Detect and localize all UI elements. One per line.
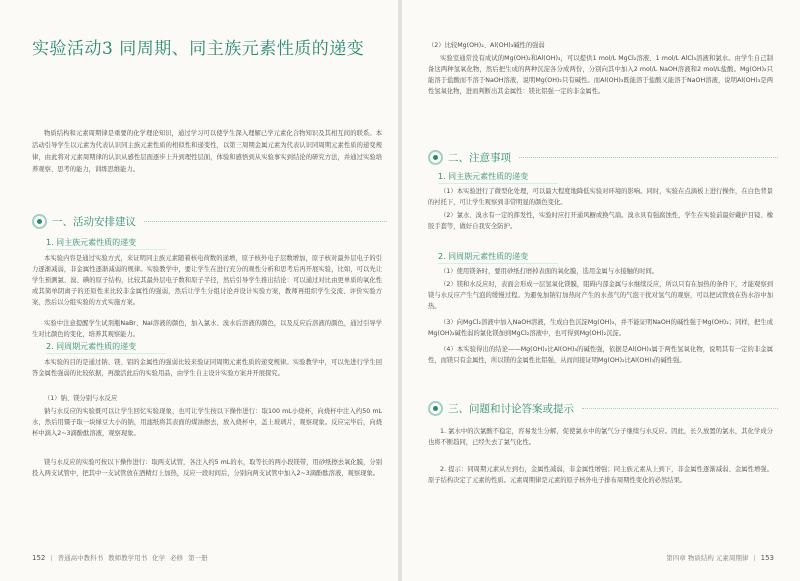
section-divider [519, 157, 778, 158]
section-heading-3-text: 三、问题和讨论答案或提示 [448, 402, 574, 415]
paragraph: （1）钠、镁分别与水反应 [44, 395, 118, 402]
subsection-heading-2: 2. 同周期元素性质的递变 [46, 342, 137, 351]
subsection-item: （2）比较Mg(OH)₂、Al(OH)₃碱性的强弱 [428, 42, 545, 49]
footer-chapter: 第四章 物质结构 元素周期律 [666, 554, 749, 562]
paragraph: 镁与水反应的实验可按以下操作进行：取两支试管，各注入约5 mL的水，取等长的两小段镁带，用砂纸擦去氧化膜，分别投入两支试管中，把其中一支试管放在酒精灯上加热，反应一段时间后，分别向两支试管中加入2~3滴酚酞溶液，观察现象。 [32, 459, 382, 477]
section-bullet-icon [428, 150, 443, 165]
paragraph: 实验中注意提醒学生试剂瓶NaBr、NaI溶液的颜色，加入氯水、溴水后溶液的颜色，以及反应后溶液的颜色，通过引导学生对比颜色的变化，培养其观察能力。 [32, 320, 382, 338]
subsection-heading-1: 1. 同主族元素性质的递变 [46, 238, 137, 247]
section-heading-1 [32, 212, 387, 230]
section-bullet-icon [428, 401, 443, 416]
paragraph: （1）使用镁条时，要用砂纸打磨掉表面的氧化膜，选用金属与水接触的时间。 [440, 268, 659, 275]
paragraph: （4）本实验得出的结论——Mg(OH)₂比Al(OH)₃的碱性强，依据是Al(OH)₃属于两性氢氧化物，说明其有一定的非金属性，而镁只有金属性，所以镁的金属性比铝强，从而间接证明Mg(OH)₂比Al(OH)₃的碱性强。 [428, 346, 773, 364]
subsection-underline [438, 263, 558, 264]
page-footer: 152 | 普通高中教科书 教师教学用书 化学 必修 第一册 [32, 553, 208, 562]
paragraph: （2）氯水、溴水有一定的挥发性，实验时应打开通风橱或换气扇。溴水具有强腐蚀性，学生在实验前最好戴护目镜、橡胶手套等，做好自我安全防护。 [428, 212, 773, 230]
section-bullet-icon [32, 214, 47, 229]
section-divider [582, 408, 778, 409]
subsection-underline [46, 249, 166, 250]
paragraph: （3）向MgCl₂溶液中加入NaOH溶液，生成白色沉淀Mg(OH)₂，并不能证明NaOH的碱性强于Mg(OH)₂；同样，把生成Mg(OH)₂碱性弱的氯化镁加到MgCl₂溶液中，也可得到Mg(OH)₂沉淀。 [428, 319, 773, 337]
paragraph: 本实验的目的是通过钠、镁、铝的金属性的强弱比较来验证同周期元素性质的递变规律。实验教学中，可以先进行学生回答金属性强弱的比较依据，再激活此后的实验用品，由学生自主设计实验方案并开展探究。 [32, 359, 382, 377]
paragraph: 本实验内容是通过实验方式，来证明同主族元素随着核电荷数的递增，原子核外电子层数增加，原子核对最外层电子的引力逐渐减弱，非金属性逐渐减弱的规律。实验教学中，要让学生在进行充分的观性分析和思考后再开展实验，比如，可以先让学生预测氯、溴、碘的原子结构，比较其最外层电子数和原子半径，然后引导学生推出结论：可以通过对比由更单质的氧化性或其简单阴离子的还原性来比较非金属性的强弱，然后让学生分组讨论并设计实验方案，教师再组织学生交流、评价实验方案，然后以分组实验的方式实施方案。 [32, 255, 382, 306]
footer-book-type: 教师教学用书 [108, 554, 148, 562]
paragraph: 1. 氯水中的次氯酸不稳定，容易发生分解，促使氯水中的氯气分子继续与水反应。因此，长久放置的氯水，其化学成分也将不断趋同，已经失去了氯气化性。 [428, 428, 773, 446]
section-heading-1-text: 一、活动安排建议 [52, 215, 136, 228]
page-number: 153 [760, 553, 774, 562]
section-divider [144, 221, 387, 222]
paragraph: 实验室通常没有成试的Mg(OH)₂和Al(OH)₃，可以提供1 mol/L MgCl₂溶液、1 mol/L AlCl₃溶液和氯水。由学生自己制备这两种氢氧化物，然后把生成的两种沉淀各分成两份，分别向其中加入2 mol/L NaOH溶液和2 mol/L盐酸。Mg(OH)₂只能溶于盐酸而不溶于NaOH溶液，说明Mg(OH)₂只有碱性。而Al(OH)₃既能溶于盐酸又能溶于NaOH溶液，说明Al(OH)₃是两性氢氧化物，进而判断出其金属性：镁比铝强一定的非金属性。 [428, 55, 773, 95]
page-footer: 第四章 物质结构 元素周期律 | 153 [666, 553, 774, 562]
footer-book: 普通高中教科书 [57, 554, 104, 562]
left-page [0, 0, 398, 581]
section-heading-2-text: 二、注意事项 [448, 151, 511, 164]
subsection-heading-2: 2. 同周期元素性质的递变 [438, 252, 529, 261]
paragraph: （1）本实验进行了微型化处理，可以最大程度地降低实验对环境的影响。同时，实验在点滴板上进行操作，在白色背景的衬托下，可让学生观察到非常明显的颜色变化。 [428, 188, 773, 206]
subsection-heading-1: 1. 同主族元素性质的递变 [438, 172, 529, 181]
section-heading-3 [428, 399, 778, 417]
footer-course: 必修 [170, 554, 184, 562]
page-title: 实验活动3 同周期、同主族元素性质的递变 [32, 39, 365, 59]
section-heading-2 [428, 148, 778, 166]
footer-volume: 第一册 [188, 554, 208, 562]
paragraph: （2）镁和水反应时，表面会形成一层氢氧化镁膜，阻碍内部金属与水继续反应，所以只有在加热的条件下，才能观察到镁与水反应产生气泡的缓慢过程。为避免加钠钉加热时产生的水蒸气的气泡干扰对氢气的观察，可以把试管放在热水浴中加热。 [428, 281, 773, 310]
right-page [402, 0, 800, 581]
subsection-underline [46, 353, 166, 354]
page-number: 152 [32, 553, 46, 562]
paragraph: 钠与水反应的实验既可以让学生回忆实验现象，也可让学生按以下操作进行：取100 mL小烧杯，向烧杯中注入约50 mL水，然后用镊子取一块绿豆大小的钠，用滤纸将其表面的煤油擦去，放入烧杯中，盖上玻璃片，观察现象。反应完毕后，向烧杯中滴入2~3滴酚酞溶液，观察现象。 [32, 408, 382, 437]
footer-subject: 化学 [152, 554, 166, 562]
intro-paragraph: 物质结构和元素周期律是重要的化学理论知识，通过学习可以使学生深入理解已学元素化合物知识及其相互间的联系。本活动引导学生以元素为代表认识同主族元素性质的相似性和递变性，以第三周期金属元素为代表认识同周期元素性质的递变规律，由此将对元素周期律的认识从感性层面逐步上升到理性层面，体验和感悟到从实验事实到结论的研究方法，并通过实验培养观察、思考的能力，训练思维能力。 [32, 130, 382, 173]
subsection-underline [438, 183, 558, 184]
paragraph: 2. 提示：同周期元素从左到右，金属性减弱，非金属性增强；同主族元素从上到下，非金属性逐渐减弱、金属性增强。原子结构决定了元素的性质。元素周期律是元素的原子核外电子排布周期性变化的必然结果。 [428, 466, 773, 484]
